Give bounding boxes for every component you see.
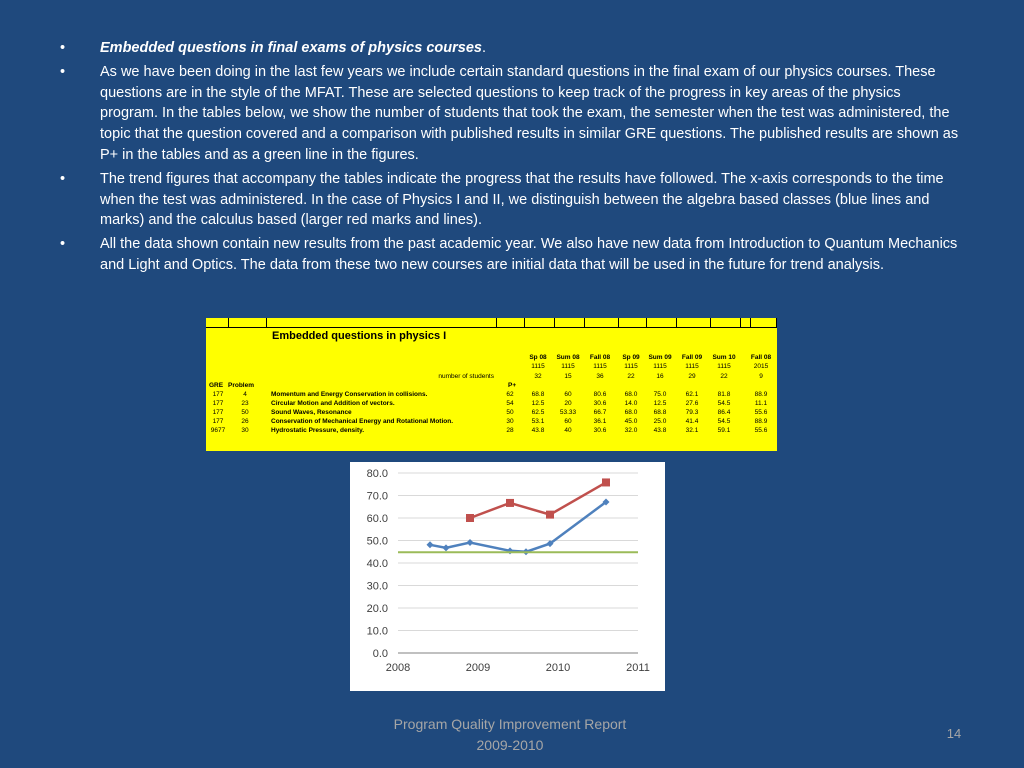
table-row: [206, 418, 777, 427]
bullet-list: [0, 38, 1024, 279]
series-line-calculus-based: [470, 482, 606, 518]
data-point: [427, 541, 434, 548]
cell-value: 25.0: [653, 418, 667, 425]
semester-header: Sum 08: [556, 354, 580, 361]
cell-value: 43.8: [653, 427, 667, 434]
data-point: [506, 499, 514, 507]
x-tick-label: 2009: [465, 662, 491, 674]
y-tick-label: 70.0: [366, 490, 388, 503]
cell-value: 88.9: [754, 418, 768, 425]
bullet-item: [0, 169, 960, 231]
cell-value: 40: [564, 427, 572, 434]
student-count: 36: [596, 373, 604, 380]
cell-pplus: 30: [506, 418, 514, 425]
cell-value: 20: [564, 400, 572, 407]
bullet-heading: Embedded questions in final exams of physics courses: [100, 40, 482, 56]
cell-value: 54.5: [717, 400, 731, 407]
x-tick-label: 2011: [626, 662, 650, 674]
footer-line1: Program Quality Improvement Report: [393, 716, 627, 732]
embedded-questions-table: [206, 318, 777, 451]
cell-topic: Momentum and Energy Conservation in collisions.: [271, 391, 428, 398]
cell-value: 88.9: [754, 391, 768, 398]
cell-gre: 9677: [210, 427, 226, 434]
y-tick-label: 40.0: [366, 558, 388, 570]
cell-prob: 4: [243, 391, 247, 398]
semester-header: Fall 09: [681, 354, 703, 361]
bullet-item: [0, 38, 960, 59]
course-number: 1115: [717, 363, 731, 370]
y-tick-label: 30.0: [366, 580, 388, 593]
y-tick-label: 20.0: [366, 603, 388, 615]
cell-value: 27.6: [685, 400, 699, 407]
cell-prob: 50: [241, 409, 249, 416]
bullet-mark: •: [60, 170, 66, 187]
bullet-text: As we have been doing in the last few years we include certain standard questions in the final exam of our physics courses. These questions are in the style of the MFAT. These are selected questions to keep track of the progress in key areas of the physics program. In the tables below, we show the number of students that took the exam, the semester when the test was administered, the topic that the question covered and a comparison with published results in similar GRE questions. The published results are shown as P+ in the tables and as a green line in the figures.: [100, 63, 959, 163]
cell-value: 66.7: [593, 409, 607, 416]
cell-value: 55.6: [754, 409, 768, 416]
data-point: [466, 514, 474, 522]
x-tick-label: 2008: [385, 662, 411, 674]
footer-line2: 2009-2010: [476, 737, 544, 753]
course-number: 1115: [624, 363, 638, 370]
cell-value: 86.4: [717, 409, 731, 416]
bullet-mark: •: [60, 63, 66, 80]
y-tick-label: 50.0: [366, 535, 388, 548]
cell-value: 32.1: [685, 427, 699, 434]
cell-value: 80.6: [593, 391, 607, 398]
cell-value: 14.0: [624, 400, 638, 407]
cell-value: 75.0: [653, 391, 667, 398]
cell-prob: 26: [241, 418, 249, 425]
bullet-heading-period: .: [481, 40, 486, 56]
cell-pplus: 28: [506, 427, 514, 434]
data-point: [602, 478, 610, 486]
cell-prob: 23: [241, 400, 249, 407]
cell-value: 45.0: [624, 418, 638, 425]
data-point: [546, 511, 554, 519]
cell-value: 53.33: [559, 409, 577, 416]
cell-value: 12.5: [653, 400, 667, 407]
cell-value: 79.3: [685, 409, 699, 416]
cell-pplus: 62: [506, 391, 514, 398]
cell-value: 11.1: [754, 400, 768, 407]
course-number: 2015: [753, 363, 769, 370]
semester-header: Sp 08: [529, 354, 547, 361]
cell-value: 30.6: [593, 427, 607, 434]
bullet-text: All the data shown contain new results from the past academic year. We also have new data from Introduction to Quantum Mechanics and Light and Optics. The data from these two new courses are initial data that will be used in the future for trend analysis.: [100, 236, 958, 273]
semester-header: Fall 08: [750, 354, 772, 361]
cell-pplus: 50: [506, 409, 514, 416]
table-row: [206, 400, 777, 409]
cell-value: 43.8: [531, 427, 545, 434]
y-tick-label: 10.0: [366, 625, 388, 638]
students-label: number of students: [438, 373, 494, 380]
cell-value: 62.5: [531, 409, 545, 416]
student-count: 29: [688, 373, 696, 380]
cell-value: 62.1: [685, 391, 699, 398]
course-number: 1115: [561, 363, 575, 370]
table-row: [206, 409, 777, 418]
cell-topic: Circular Motion and Addition of vectors.: [271, 400, 395, 407]
chart-svg: [350, 462, 665, 691]
cell-value: 30.6: [593, 400, 607, 407]
bullet-mark: •: [60, 40, 66, 56]
bullet-item: [0, 62, 960, 166]
cell-gre: 177: [212, 418, 224, 425]
bullet-mark: •: [60, 236, 66, 253]
cell-topic: Sound Waves, Resonance: [271, 409, 352, 416]
table-grid-lines: [206, 318, 777, 328]
cell-value: 68.8: [531, 391, 545, 398]
col-problem: Problem: [228, 382, 255, 389]
cell-value: 60: [564, 418, 572, 425]
data-point: [443, 544, 450, 551]
course-number: 1115: [531, 363, 545, 370]
y-tick-label: 60.0: [366, 513, 388, 525]
page-number: 14: [946, 726, 962, 741]
course-number: 1115: [593, 363, 607, 370]
course-number: 1115: [685, 363, 699, 370]
cell-value: 32.0: [624, 427, 638, 434]
cell-value: 68.0: [624, 409, 638, 416]
cell-gre: 177: [212, 409, 224, 416]
cell-value: 81.8: [717, 391, 731, 398]
cell-value: 12.5: [531, 400, 545, 407]
course-number: 1115: [653, 363, 667, 370]
cell-value: 60: [564, 391, 572, 398]
semester-header: Fall 08: [589, 354, 611, 361]
x-tick-label: 2010: [545, 662, 571, 674]
series-line-algebra-based: [430, 502, 606, 552]
cell-value: 41.4: [685, 418, 699, 425]
cell-value: 36.1: [593, 418, 607, 425]
cell-topic: Conservation of Mechanical Energy and Rotational Motion.: [271, 418, 454, 425]
y-tick-label: 80.0: [366, 468, 388, 480]
col-gre: GRE: [209, 382, 224, 389]
table-row: [206, 391, 777, 400]
bullet-text: The trend figures that accompany the tables indicate the progress that the results have followed. The x-axis corresponds to the time when the test was administered. In the case of Physics I and II, we distinguish between the algebra based classes (blue lines and marks) and the calculus based (larger red marks and lines).: [100, 170, 944, 229]
data-point: [507, 547, 514, 554]
cell-value: 53.1: [531, 418, 545, 425]
cell-gre: 177: [212, 400, 224, 407]
student-count: 16: [656, 373, 664, 380]
footer: [360, 714, 660, 756]
cell-value: 68.8: [653, 409, 667, 416]
semester-header: Sum 10: [712, 354, 736, 361]
cell-value: 68.0: [624, 391, 638, 398]
cell-prob: 30: [241, 427, 249, 434]
y-tick-label: 0.0: [372, 648, 388, 660]
table-row: [206, 427, 777, 436]
cell-gre: 177: [212, 391, 224, 398]
col-pplus: P+: [508, 382, 517, 389]
cell-topic: Hydrostatic Pressure, density.: [271, 427, 365, 434]
student-count: 32: [534, 373, 542, 380]
bullet-item: [0, 234, 960, 276]
cell-value: 54.5: [717, 418, 731, 425]
cell-pplus: 54: [506, 400, 514, 407]
semester-header: Sp 09: [622, 354, 640, 361]
student-count: 9: [759, 373, 763, 380]
student-count: 22: [627, 373, 635, 380]
semester-header: Sum 09: [648, 354, 672, 361]
student-count: 22: [720, 373, 728, 380]
trend-chart: [350, 462, 665, 691]
student-count: 15: [564, 373, 572, 380]
table-title: Embedded questions in physics I: [272, 330, 447, 342]
cell-value: 55.6: [754, 427, 768, 434]
cell-value: 59.1: [717, 427, 731, 434]
